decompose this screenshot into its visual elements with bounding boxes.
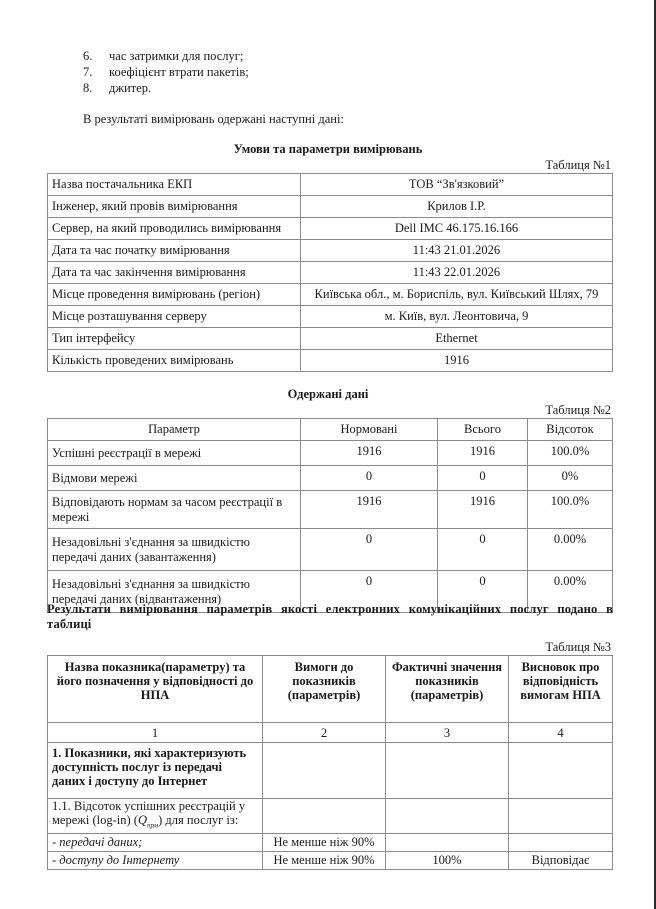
actual-cell <box>386 833 509 851</box>
empty-cell <box>386 799 509 834</box>
total-cell: 0 <box>438 529 528 571</box>
list-item-text: коефіцієнт втрати пакетів; <box>109 65 249 79</box>
list-item <box>83 64 249 80</box>
table-row <box>48 328 613 350</box>
empty-cell <box>263 799 386 834</box>
list-item <box>83 80 249 96</box>
table-row <box>48 529 613 571</box>
subsection-title <box>48 799 263 834</box>
column-header: Фактичні значення показників (параметрів) <box>386 656 509 723</box>
norm-cell: 0 <box>301 529 438 571</box>
row-label: Місце проведення вимірювань (регіон) <box>48 284 301 306</box>
row-value: Ethernet <box>301 328 613 350</box>
column-number: 2 <box>263 723 386 743</box>
list-item-number: 6. <box>83 49 93 63</box>
section-title: 1. Показники, які характеризують доступність послуг із передачі даних і доступу до Інтернет <box>48 743 263 799</box>
percent-cell: 0% <box>528 466 613 491</box>
row-label: Кількість проведених вимірювань <box>48 350 301 372</box>
percent-cell: 0.00% <box>528 529 613 571</box>
quality-table <box>47 655 613 870</box>
norm-cell: 0 <box>301 466 438 491</box>
table-row <box>48 833 613 851</box>
table-row <box>48 218 613 240</box>
row-label: Назва постачальника ЕКП <box>48 174 301 196</box>
param-cell: Незадовільні з'єднання за швидкістю передачі даних (відвантаження) <box>48 571 301 613</box>
q-symbol <box>137 813 159 830</box>
row-label: Дата та час закінчення вимірювання <box>48 262 301 284</box>
row-value: ТОВ “Зв'язковий” <box>301 174 613 196</box>
norm-cell: 1916 <box>301 491 438 529</box>
indicator-name: - доступу до Інтернету <box>48 851 263 869</box>
table-header-row <box>48 656 613 723</box>
row-value: 11:43 22.01.2026 <box>301 262 613 284</box>
column-header: Вимоги до показників (параметрів) <box>263 656 386 723</box>
conditions-table <box>47 173 613 372</box>
subsection-prefix: 1.1. Відсоток успішних реєстрацій у мережі (log-in) ( <box>52 799 246 827</box>
column-header: Нормовані <box>301 419 438 441</box>
table2-number: Таблиця №2 <box>545 403 611 417</box>
table1-heading: Умови та параметри вимірювань <box>233 142 423 156</box>
table-row <box>48 350 613 372</box>
percent-cell: 100.0% <box>528 491 613 529</box>
table-row <box>48 240 613 262</box>
intro-text: В результаті вимірювань одержані наступні дані: <box>83 112 344 126</box>
table-row <box>48 306 613 328</box>
column-header: Висновок про відповідність вимогам НПА <box>509 656 613 723</box>
list-item-text: джитер. <box>109 81 152 95</box>
column-header: Відсоток <box>528 419 613 441</box>
row-value: 11:43 21.01.2026 <box>301 240 613 262</box>
row-label: Інженер, який провів вимірювання <box>48 196 301 218</box>
table-row <box>48 174 613 196</box>
requirement-cell: Не менше ніж 90% <box>263 851 386 869</box>
row-value: Dell IMC 46.175.16.166 <box>301 218 613 240</box>
row-label: Дата та час початку вимірювання <box>48 240 301 262</box>
list-item <box>83 48 249 64</box>
column-header: Назва показника(параметру) та його позначення у відповідності до НПА <box>48 656 263 723</box>
conclusion-cell <box>509 833 613 851</box>
row-value: м. Київ, вул. Леонтовича, 9 <box>301 306 613 328</box>
table3-number: Таблиця №3 <box>545 640 611 654</box>
list-item-number: 7. <box>83 65 93 79</box>
percent-cell: 100.0% <box>528 441 613 466</box>
subsection-row <box>48 799 613 834</box>
table-row <box>48 262 613 284</box>
total-cell: 1916 <box>438 441 528 466</box>
column-number-row <box>48 723 613 743</box>
row-value: Крилов І.Р. <box>301 196 613 218</box>
column-number: 4 <box>509 723 613 743</box>
table-header-row <box>48 419 613 441</box>
param-cell: Відповідають нормам за часом реєстрації в мережі <box>48 491 301 529</box>
table2-heading: Одержані дані <box>287 387 369 401</box>
empty-cell <box>509 743 613 799</box>
column-header: Параметр <box>48 419 301 441</box>
q-subscript: прм <box>147 821 159 830</box>
requirement-cell: Не менше ніж 90% <box>263 833 386 851</box>
row-label: Тип інтерфейсу <box>48 328 301 350</box>
subsection-suffix: ) для послуг із: <box>158 813 239 827</box>
indicator-name: - передачі даних; <box>48 833 263 851</box>
results-paragraph: Результати вимірювання параметрів якості електронних комунікаційних послуг подано в таблиці <box>47 602 613 631</box>
column-number: 1 <box>48 723 263 743</box>
list-item-text: час затримки для послуг; <box>109 49 244 63</box>
empty-cell <box>263 743 386 799</box>
table-row <box>48 196 613 218</box>
param-cell: Незадовільні з'єднання за швидкістю передачі даних (завантаження) <box>48 529 301 571</box>
results-table <box>47 418 613 613</box>
numbered-list <box>83 48 249 96</box>
total-cell: 0 <box>438 571 528 613</box>
table-row <box>48 491 613 529</box>
row-label: Сервер, на який проводились вимірювання <box>48 218 301 240</box>
param-cell: Успішні реєстрації в мережі <box>48 441 301 466</box>
table-row <box>48 284 613 306</box>
row-label: Місце розташування серверу <box>48 306 301 328</box>
column-number: 3 <box>386 723 509 743</box>
column-header: Всього <box>438 419 528 441</box>
empty-cell <box>386 743 509 799</box>
param-cell: Відмови мережі <box>48 466 301 491</box>
table1-number: Таблиця №1 <box>545 158 611 172</box>
list-item-number: 8. <box>83 81 93 95</box>
total-cell: 0 <box>438 466 528 491</box>
conclusion-cell: Відповідає <box>509 851 613 869</box>
percent-cell: 0.00% <box>528 571 613 613</box>
table-row <box>48 466 613 491</box>
total-cell: 1916 <box>438 491 528 529</box>
actual-cell: 100% <box>386 851 509 869</box>
norm-cell: 0 <box>301 571 438 613</box>
table-row <box>48 441 613 466</box>
empty-cell <box>509 799 613 834</box>
q-letter: Q <box>137 813 147 827</box>
row-value: 1916 <box>301 350 613 372</box>
section-row <box>48 743 613 799</box>
row-value: Київська обл., м. Бориспіль, вул. Київський Шлях, 79 <box>301 284 613 306</box>
table-row <box>48 851 613 869</box>
norm-cell: 1916 <box>301 441 438 466</box>
